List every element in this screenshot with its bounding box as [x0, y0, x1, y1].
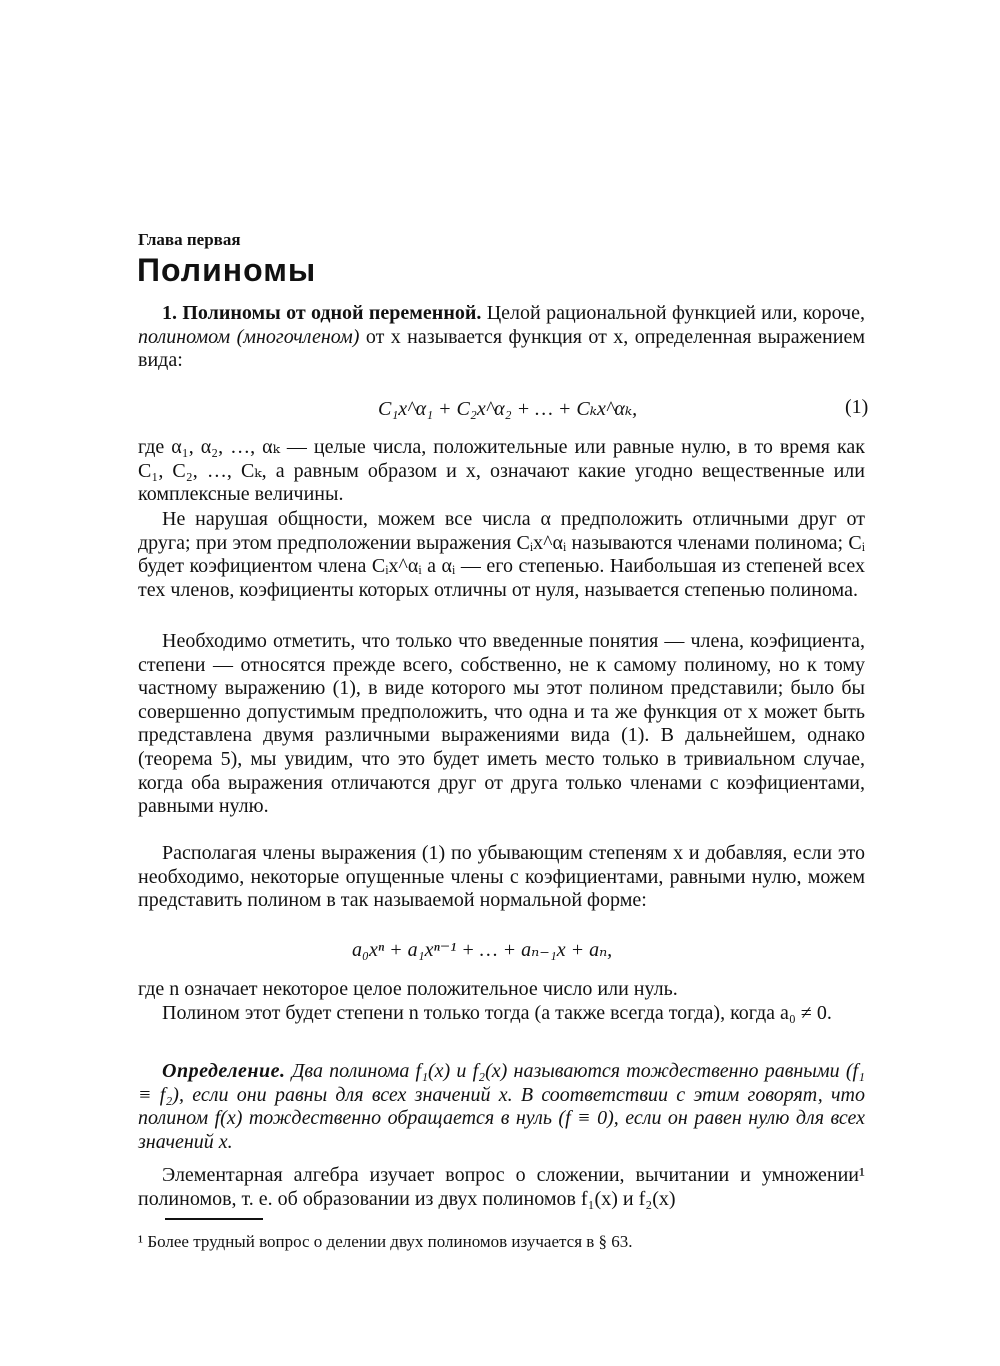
formula-1: C₁x^α₁ + C₂x^α₂ + … + Cₖx^αₖ, [378, 398, 638, 420]
definition-body: Два полинома f₁(x) и f₂(x) называются тождественно равными (f₁ ≡ f₂), если они равны для всех значений x. В соответствии с этим говорят, что полином f(x) тождественно обращается в нуль (f ≡ 0), если он равен нулю для всех значений x. [138, 1060, 865, 1153]
definition-block [138, 1060, 865, 1154]
paragraph-elementary: Элементарная алгебра изучает вопрос о сложении, вычитании и умножении¹ полиномов, т. е. об образовании из двух полиномов f₁(x) и f₂(x) [138, 1164, 865, 1210]
paragraph-generality: Не нарушая общности, можем все числа α предположить отличными друг от друга; при этом предположении выражения Cᵢx^αᵢ называются членами полинома; Cᵢ будет коэфициентом члена Cᵢx^αᵢ а αᵢ — его степенью. Наибольшая из степеней всех тех членов, коэфициенты которых отличны от нуля, называется степенью полинома. [138, 508, 865, 601]
footnote: ¹ Более трудный вопрос о делении двух полиномов изучается в § 63. [138, 1232, 633, 1251]
equation-number-1: (1) [845, 396, 869, 418]
paragraph-arrange: Располагая члены выражения (1) по убывающим степеням x и добавляя, если это необходимо, некоторые опущенные члены с коэфициентами, равными нулю, можем представить полином в так называемой нормальной форме: [138, 842, 865, 912]
term-polynomial-alt: (многочленом) [236, 325, 360, 348]
chapter-title: Полиномы [137, 252, 317, 288]
chapter-label: Глава первая [138, 230, 241, 249]
intro-text: Целой рациональной функцией или, короче, [481, 302, 865, 324]
paragraph-degree: Полином этот будет степени n только тогда (а также всегда тогда), когда a₀ ≠ 0. [162, 1002, 832, 1024]
paragraph-n: где n означает некоторое целое положительное число или нуль. [138, 978, 678, 1000]
section-heading: 1. Полиномы от одной переменной. [162, 302, 482, 324]
section-1-intro [138, 302, 865, 373]
definition-heading: Определение. [162, 1060, 286, 1082]
formula-normal-form: a₀xⁿ + a₁xⁿ⁻¹ + … + aₙ₋₁x + aₙ, [352, 939, 613, 961]
footnote-divider [165, 1218, 263, 1220]
intro-rest: от x называется функция от x, определенная выражением вида: [138, 325, 865, 372]
paragraph-where: где α₁, α₂, …, αₖ — целые числа, положительные или равные нулю, в то время как C₁, C₂, …, Cₖ, а равным образом и x, означают какие угодно вещественные или комплексные величины. [138, 436, 865, 506]
term-polynomial: полиномом [138, 325, 231, 348]
paragraph-note: Необходимо отметить, что только что введенные понятия — члена, коэфициента, степени — относятся прежде всего, собственно, не к самому полиному, но к тому частному выражению (1), в виде которого мы этот полином представили; было бы совершенно допустимым предположить, что одна и та же функция от x может быть представлена двумя различными выражениями вида (1). В дальнейшем, однако (теорема 5), мы увидим, что это будет иметь место только в тривиальном случае, когда оба выражения отличаются друг от друга только членами с коэфициентами, равными нулю. [138, 630, 865, 818]
